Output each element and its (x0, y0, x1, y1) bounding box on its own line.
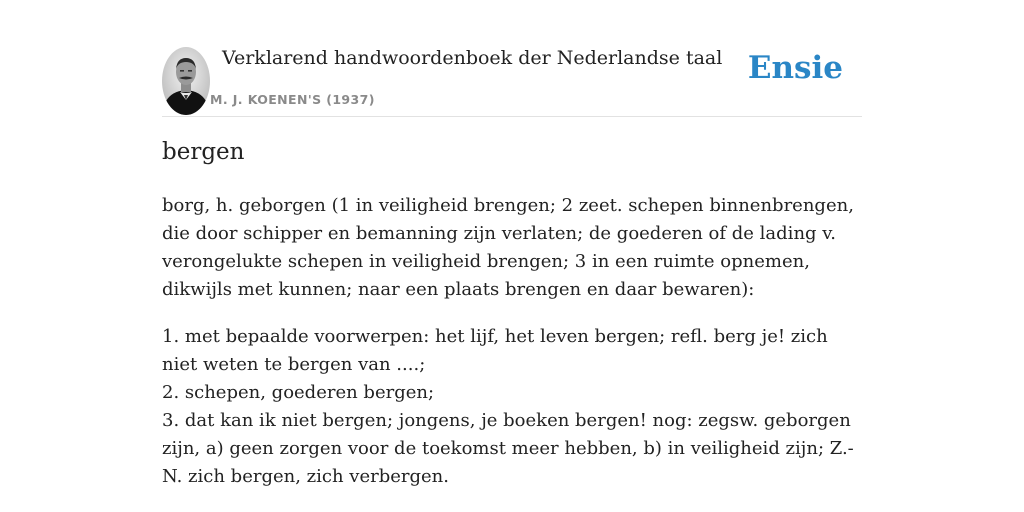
entry-headword: bergen (162, 139, 245, 165)
book-title: Verklarend handwoordenboek der Nederlandse taal (222, 47, 723, 69)
portrait-photo-icon (162, 47, 210, 115)
site-header (162, 40, 862, 117)
site-logo[interactable]: Ensie (747, 50, 843, 86)
sense-item: 3. dat kan ik niet bergen; jongens, je boeken bergen! nog: zegsw. geborgen zijn, a) geen zorgen voor de toekomst meer hebben, b) in veiligheid zijn; Z.-N. zich bergen, zich verbergen. (162, 410, 854, 487)
sense-item: 2. schepen, goederen bergen; (162, 382, 435, 403)
author-line: M. J. KOENEN'S (1937) (210, 92, 375, 107)
author-portrait (162, 47, 210, 115)
entry-body (162, 192, 862, 510)
entry-definition: borg, h. geborgen (1 in veiligheid brengen; 2 zeet. schepen binnenbrengen, die door schipper en bemanning zijn verlaten; de goederen of de lading v. verongelukte schepen in veiligheid brengen; 3 in een ruimte opnemen, dikwijls met kunnen; naar een plaats brengen en daar bewaren): (162, 195, 854, 300)
sense-item: 1. met bepaalde voorwerpen: het lijf, het leven bergen; refl. berg je! zich niet weten te bergen van ....; (162, 326, 828, 375)
entry-senses (162, 323, 862, 491)
